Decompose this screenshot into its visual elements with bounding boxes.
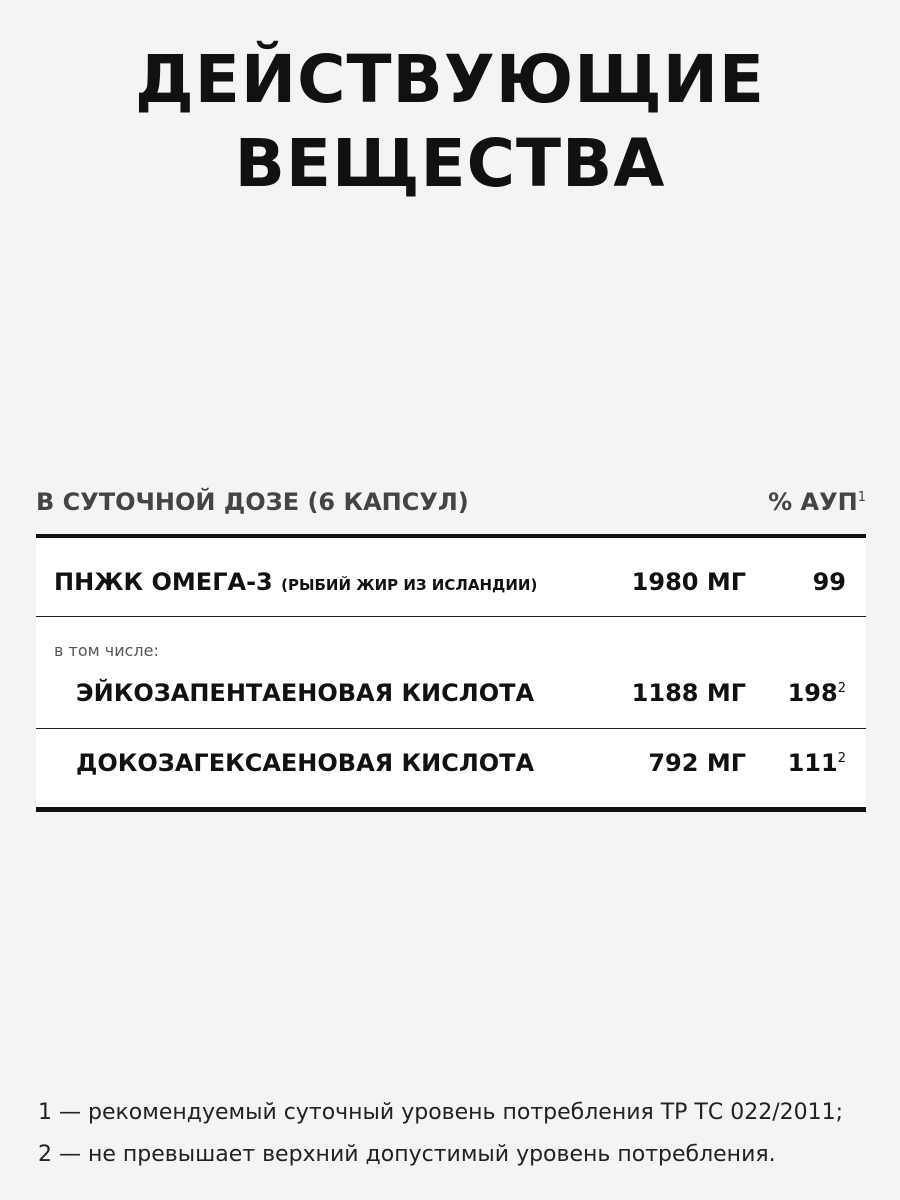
footnote-2: 2 — не превышает верхний допустимый уровень потребления.	[38, 1142, 776, 1167]
table-row	[36, 617, 866, 729]
ingredient-percent-text: 198	[787, 679, 838, 707]
header-percent-footnote: 1	[857, 490, 866, 505]
ingredient-name	[54, 568, 537, 596]
ingredient-percent	[788, 749, 846, 777]
header-percent-text: % АУП	[768, 488, 858, 516]
ingredients-table	[36, 534, 866, 812]
ingredient-percent-text: 111	[787, 749, 838, 777]
header-dose-label: В СУТОЧНОЙ ДОЗЕ (6 КАПСУЛ)	[36, 488, 469, 516]
ingredient-amount: 792 МГ	[648, 749, 746, 777]
ingredient-percent-footnote: 2	[837, 681, 846, 696]
header-percent-label	[768, 488, 866, 516]
title-line-1: ДЕЙСТВУЮЩИЕ	[134, 41, 766, 118]
table-row	[36, 538, 866, 617]
footnote-1: 1 — рекомендуемый суточный уровень потребления ТР ТС 022/2011;	[38, 1100, 844, 1125]
including-label: в том числе:	[54, 641, 159, 660]
ingredient-percent-footnote: 2	[837, 751, 846, 766]
ingredient-amount: 1188 МГ	[631, 679, 746, 707]
footnotes	[38, 1092, 878, 1176]
table-row	[36, 729, 866, 807]
ingredient-name-text: ПНЖК ОМЕГА-3	[54, 568, 273, 596]
page-title	[0, 38, 900, 206]
ingredient-note: (РЫБИЙ ЖИР ИЗ ИСЛАНДИИ)	[281, 576, 538, 594]
ingredient-amount: 1980 МГ	[631, 568, 746, 596]
ingredient-name: ДОКОЗАГЕКСАЕНОВАЯ КИСЛОТА	[76, 749, 535, 777]
ingredient-percent	[788, 679, 846, 707]
table-header	[36, 482, 866, 522]
ingredient-percent-text: 99	[812, 568, 846, 596]
ingredient-name: ЭЙКОЗАПЕНТАЕНОВАЯ КИСЛОТА	[76, 679, 535, 707]
title-line-2: ВЕЩЕСТВА	[234, 125, 666, 202]
ingredient-percent	[813, 568, 846, 596]
